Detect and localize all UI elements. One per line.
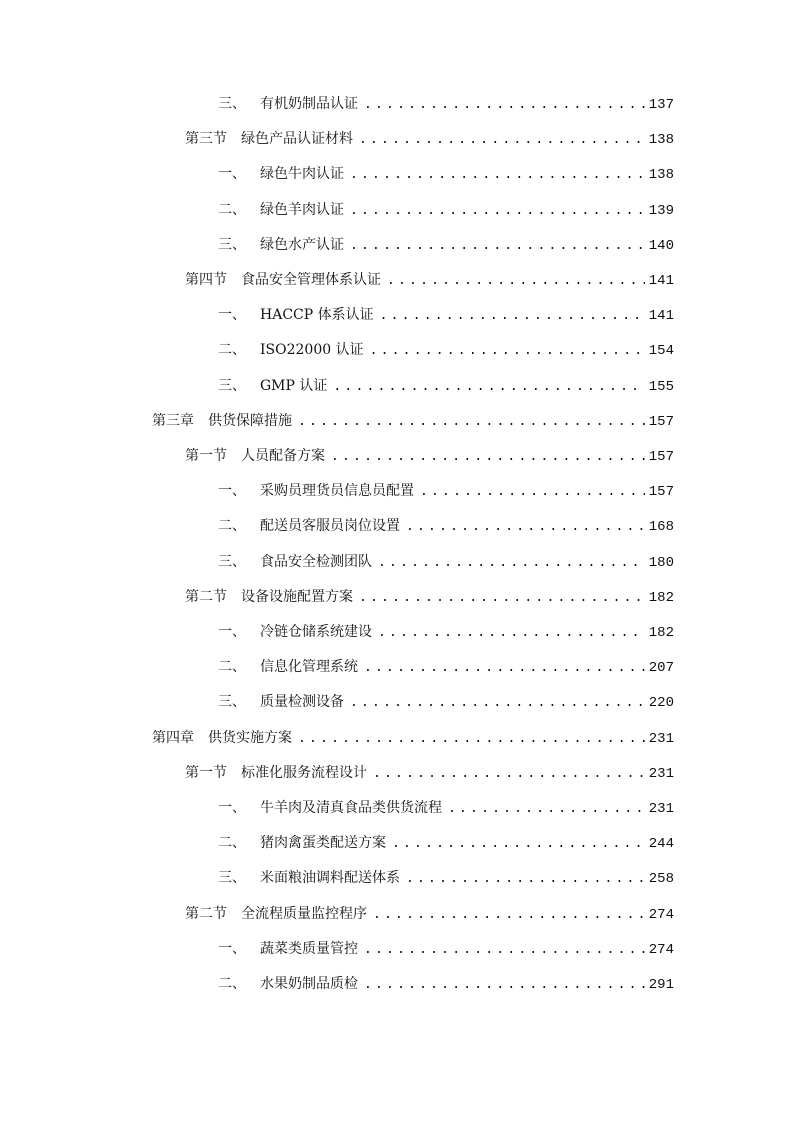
dot-leader <box>298 411 645 433</box>
toc-entry-number: 二、 <box>218 659 246 676</box>
toc-entry-number: 二、 <box>218 342 246 359</box>
toc-entry-number: 第一节 <box>185 448 227 464</box>
toc-entry-title: 全流程质量监控程序 <box>241 905 367 922</box>
toc-entry-number: 一、 <box>218 483 246 500</box>
toc-entry-number: 二、 <box>218 201 246 218</box>
dot-leader <box>350 200 645 222</box>
dot-leader <box>350 235 645 257</box>
dot-leader <box>448 798 645 820</box>
toc-entry-title: 食品安全管理体系认证 <box>241 272 381 288</box>
dot-leader <box>359 129 645 151</box>
toc-entry-title: 标准化服务流程设计 <box>241 764 367 781</box>
toc-entry-number: 一、 <box>218 624 246 640</box>
toc-entry[interactable] <box>218 551 674 573</box>
toc-entry-title: 设备设施配置方案 <box>241 588 353 605</box>
dot-leader <box>370 340 645 362</box>
toc-entry-page: 141 <box>648 308 674 325</box>
toc-entry[interactable] <box>218 691 674 713</box>
toc-entry-title: 配送员客服员岗位设置 <box>260 518 400 535</box>
toc-entry-title: 质量检测设备 <box>260 694 344 711</box>
toc-entry-page: 180 <box>648 554 674 571</box>
toc-entry[interactable] <box>218 93 674 115</box>
dot-leader <box>364 657 645 679</box>
toc-entry[interactable] <box>218 234 674 256</box>
toc-entry-number: 三、 <box>218 553 246 570</box>
toc-entry-number: 三、 <box>218 694 246 711</box>
toc-entry-title: HACCP 体系认证 <box>260 307 374 324</box>
toc-entry-title: 信息化管理系统 <box>260 659 358 676</box>
toc-entry-title: 蔬菜类质量管控 <box>260 940 358 957</box>
dot-leader <box>378 622 645 644</box>
toc-entry[interactable] <box>218 656 674 678</box>
dot-leader <box>387 270 645 292</box>
toc-entry[interactable] <box>218 797 674 819</box>
toc-entry-page: 207 <box>648 660 674 677</box>
toc-entry-page: 141 <box>648 273 674 289</box>
toc-entry-number: 第二节 <box>185 588 227 605</box>
toc-entry[interactable] <box>218 339 674 361</box>
toc-entry-page: 231 <box>648 765 674 782</box>
toc-entry[interactable] <box>152 727 674 749</box>
toc-entry[interactable] <box>218 973 674 995</box>
toc-entry-title: 绿色牛肉认证 <box>260 166 344 183</box>
toc-entry-page: 155 <box>648 378 674 395</box>
toc-entry[interactable] <box>218 867 674 889</box>
toc-entry-title: 绿色水产认证 <box>260 236 344 253</box>
toc-entry-number: 一、 <box>218 166 246 183</box>
toc-entry-title: ISO22000 认证 <box>260 342 364 359</box>
toc-entry-page: 139 <box>648 202 674 219</box>
dot-leader <box>420 481 645 503</box>
toc-entry[interactable] <box>185 128 674 150</box>
toc-entry[interactable] <box>218 163 674 185</box>
toc-entry-number: 一、 <box>218 800 246 816</box>
toc-entry[interactable] <box>152 410 674 432</box>
toc-entry-number: 一、 <box>218 307 246 324</box>
toc-entry-page: 244 <box>648 836 674 853</box>
dot-leader <box>331 446 645 468</box>
toc-entry-page: 157 <box>648 413 674 430</box>
toc-entry-page: 140 <box>648 237 674 254</box>
toc-entry-title: 牛羊肉及清真食品类供货流程 <box>260 800 442 816</box>
toc-entry-number: 二、 <box>218 835 246 852</box>
toc-entry-title: 人员配备方案 <box>241 448 325 464</box>
toc-entry-title: 采购员理货员信息员配置 <box>260 483 414 500</box>
toc-entry[interactable] <box>218 515 674 537</box>
toc-entry[interactable] <box>218 832 674 854</box>
toc-entry-number: 第三节 <box>185 131 227 148</box>
dot-leader <box>350 164 645 186</box>
toc-entry-page: 274 <box>648 906 674 923</box>
toc-entry-title: 食品安全检测团队 <box>260 553 372 570</box>
toc-entry-number: 三、 <box>218 377 246 394</box>
toc-entry-page: 231 <box>648 730 674 747</box>
toc-entry-number: 第二节 <box>185 905 227 922</box>
dot-leader <box>406 868 645 890</box>
toc-entry-title: GMP 认证 <box>260 377 328 394</box>
toc-entry-page: 274 <box>648 941 674 958</box>
dot-leader <box>364 974 645 996</box>
dot-leader <box>364 94 645 116</box>
toc-entry-page: 157 <box>648 484 674 501</box>
toc-entry-number: 一、 <box>218 940 246 957</box>
dot-leader <box>373 763 645 785</box>
toc-entry-number: 三、 <box>218 96 246 112</box>
dot-leader <box>392 833 645 855</box>
toc-entry[interactable] <box>218 621 674 643</box>
toc-entry-page: 157 <box>648 449 674 465</box>
dot-leader <box>378 552 645 574</box>
toc-entry-number: 第四章 <box>152 729 194 746</box>
toc-entry-number: 第一节 <box>185 764 227 781</box>
toc-entry-page: 231 <box>648 801 674 817</box>
toc-entry-page: 220 <box>648 695 674 712</box>
dot-leader <box>373 904 645 926</box>
dot-leader <box>350 692 645 714</box>
toc-entry[interactable] <box>218 375 674 397</box>
toc-entry-number: 三、 <box>218 870 246 887</box>
toc-entry-title: 水果奶制品质检 <box>260 976 358 992</box>
toc-entry[interactable] <box>218 480 674 502</box>
toc-entry[interactable] <box>185 762 674 784</box>
dot-leader <box>380 305 645 327</box>
toc-entry-page: 182 <box>648 589 674 606</box>
toc-entry-title: 猪肉禽蛋类配送方案 <box>260 835 386 852</box>
toc-entry-title: 绿色羊肉认证 <box>260 201 344 218</box>
toc-entry[interactable] <box>185 903 674 925</box>
toc-entry-title: 米面粮油调料配送体系 <box>260 870 400 887</box>
toc-entry-number: 第三章 <box>152 412 194 429</box>
toc-entry[interactable] <box>185 445 674 467</box>
dot-leader <box>298 728 645 750</box>
toc-entry-page: 137 <box>648 97 674 113</box>
toc-entry[interactable] <box>218 199 674 221</box>
toc-entry-page: 138 <box>648 132 674 149</box>
toc-entry-page: 138 <box>648 167 674 184</box>
toc-entry-number: 三、 <box>218 236 246 253</box>
toc-entry-number: 二、 <box>218 518 246 535</box>
toc-entry-page: 154 <box>648 343 674 360</box>
dot-leader <box>333 376 644 398</box>
dot-leader <box>364 939 645 961</box>
toc-entry-number: 第四节 <box>185 272 227 288</box>
toc-entry-title: 冷链仓储系统建设 <box>260 624 372 640</box>
toc-entry-number: 二、 <box>218 976 246 992</box>
toc-entry[interactable] <box>218 938 674 960</box>
toc-entry-title: 供货保障措施 <box>208 412 292 429</box>
toc-entry-page: 258 <box>648 871 674 888</box>
toc-entry[interactable] <box>185 269 674 291</box>
toc-entry-title: 供货实施方案 <box>208 729 292 746</box>
dot-leader <box>359 587 645 609</box>
toc-entry[interactable] <box>185 586 674 608</box>
toc-entry-page: 182 <box>648 625 674 641</box>
toc-entry-title: 绿色产品认证材料 <box>241 131 353 148</box>
dot-leader <box>406 516 645 538</box>
toc-entry-title: 有机奶制品认证 <box>260 96 358 112</box>
toc-entry-page: 291 <box>648 977 674 993</box>
toc-entry-page: 168 <box>648 519 674 536</box>
toc-entry[interactable] <box>218 304 674 326</box>
